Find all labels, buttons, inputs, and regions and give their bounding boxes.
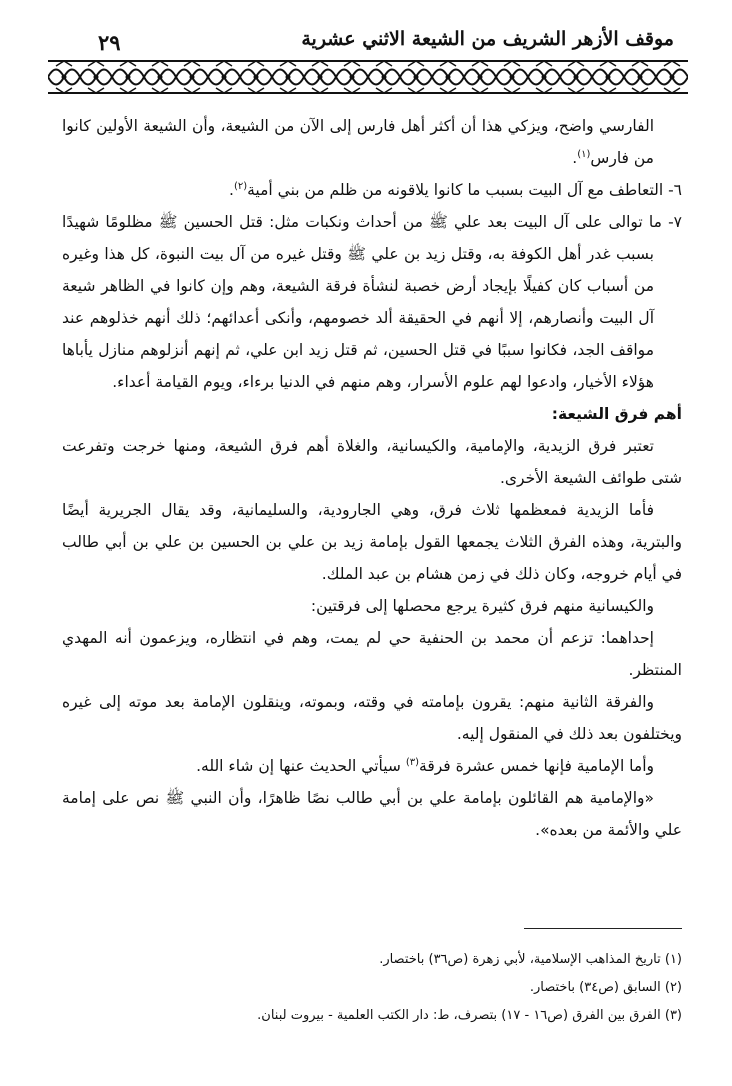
footnotes (62, 946, 682, 1030)
quotation: «والإمامية هم القائلون بإمامة علي بن أبي طالب نصًا ظاهرًا، وأن النبي ﷺ نص على إمامة علي والأئمة من بعده». (62, 789, 682, 839)
footnote-ref: (٢) (233, 180, 248, 192)
list-item-7: ٧- ما توالى على آل البيت بعد علي ﷺ من أحداث ونكبات مثل: قتل الحسين ﷺ مظلومًا شهيدًا بسبب غدر أهل الكوفة به، وقتل زيد بن علي ﷺ وقتل غيره من آل بيت النبوة، كل هذا وغيره من أسباب كان كفيلًا بإيجاد أرض خصبة لنشأة فرقة الشيعة، وهم وإن كانوا في الظاهر شيعة آل البيت وأنصارهم، إلا أنهم في الحقيقة ألد خصومهم، وأنكى أعدائهم؛ ذلك أنهم خذلوهم عند مواقف الجد، فكانوا سببًا في قتل الحسين، ثم قتل زيد ابن علي، ثم إنهم أنزلوهم منازل يأباها هؤلاء الأخيار، وادعوا لهم علوم الأسرار، وهم منهم في الدنيا برءاء، ويوم القيامة أعداء. (62, 213, 682, 391)
main-text (62, 110, 682, 846)
paragraph-continuation: الفارسي واضح، ويزكي هذا أن أكثر أهل فارس إلى الآن من الشيعة، وأن الشيعة الأولين كانوا من فارس$^{(١)}$. (62, 117, 654, 167)
paragraph: إحداهما: تزعم أن محمد بن الحنفية حي لم يمت، وهم في انتظاره، ويزعمون أنه المهدي المنتظر. (62, 629, 682, 679)
footnote-ref: (٣) (405, 756, 420, 768)
page-number: ٢٩ (98, 30, 121, 55)
paragraph-text: وأما الإمامية فإنها خمس عشرة فرقة (419, 757, 654, 775)
paragraph-text: سيأتي الحديث عنها إن شاء الله. (196, 757, 406, 775)
paragraph: والكيسانية منهم فرق كثيرة يرجع محصلها إلى فرقتين: (310, 597, 654, 615)
list-item-text: ٦- التعاطف مع آل البيت بسبب ما كانوا يلاقونه من ظلم من بني أمية (247, 181, 682, 199)
paragraph: تعتبر فرق الزيدية، والإمامية، والكيسانية، والغلاة أهم فرق الشيعة، ومنها خرجت وتفرعت شتى طوائف الشيعة الأخرى. (62, 437, 682, 487)
text-line: الفارسي واضح، ويزكي هذا أن أكثر أهل فارس إلى الآن من الشيعة، وأن الشيعة الأولين (96, 117, 654, 135)
footnote-separator (524, 928, 682, 929)
list-item-6: ٦- التعاطف مع آل البيت بسبب ما كانوا يلاقونه من ظلم من بني أمية$^{(٢)}$. (229, 180, 682, 199)
text-line: كانوا من فارس (62, 117, 654, 167)
paragraph: فأما الزيدية فمعظمها ثلاث فرق، وهي الجارودية، والسليمانية، وقد يقال الجريرية أيضًا والبترية، وهذه الفرق الثلاث يجمعها القول بإمامة زيد بن علي بن الحسين بن علي بن أبي طالب في أيام خروجه، وكان ذلك في زمن هشام بن عبد الملك. (62, 501, 682, 583)
footnote: (٢) السابق (ص٣٤) باختصار. (529, 980, 682, 995)
running-header (60, 28, 674, 58)
header-title: موقف الأزهر الشريف من الشيعة الاثني عشرية (301, 28, 674, 50)
paragraph: والفرقة الثانية منهم: يقرون بإمامته في وقته، وبموته، وينقلون الإمامة بعد موته إلى غيره ويختلفون بعد ذلك في المنقول إليه. (62, 693, 682, 743)
footnote: (٣) الفرق بين الفرق (ص١٦ - ١٧) بتصرف، ط: دار الكتب العلمية - بيروت لبنان. (257, 1008, 682, 1023)
decorative-border-ornament (48, 60, 688, 94)
section-heading: أهم فرق الشيعة: (551, 405, 682, 423)
paragraph (62, 750, 682, 782)
footnote-ref: (١) (577, 148, 591, 160)
footnote: (١) تاريخ المذاهب الإسلامية، لأبي زهرة (ص٣٦) باختصار. (379, 952, 682, 967)
